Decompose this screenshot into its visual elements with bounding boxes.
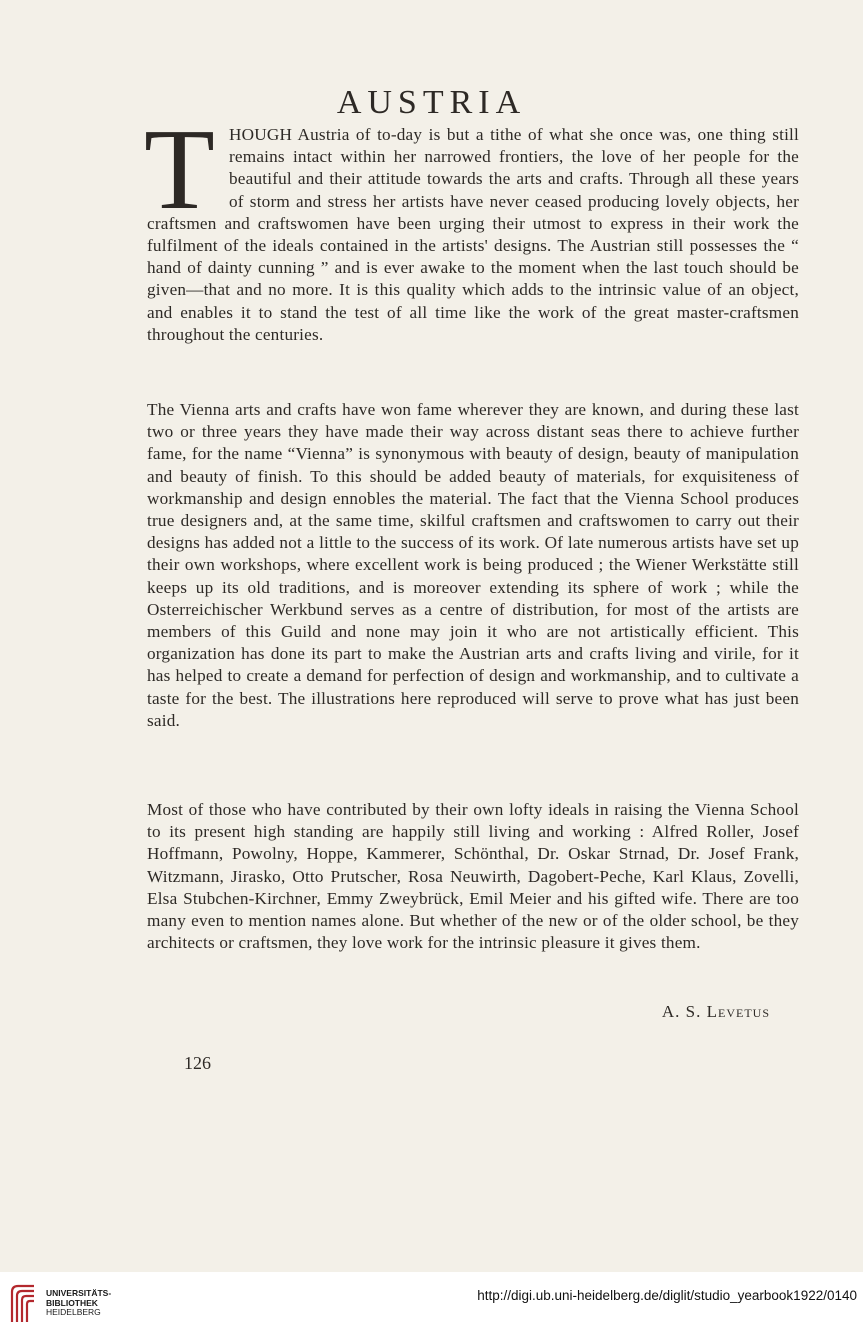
paragraph-1-text: HOUGH Austria of to-day is but a tithe of what she once was, one thing still remains intact within her narrowed frontiers, the love of her people for the beautiful and their attitude towards the arts and crafts. Through all these years of storm and stress her artists have never ceased producing lovely objects, her craftsmen and craftswomen have been urging their utmost to express in their work the fulfilment of the ideals contained in the artists' designs. The Austrian still possesses the “ hand of dainty cunning ” and is ever awake to the moment when the last touch should be given—that and no more. It is this quality which adds to the intrinsic value of an object, and enables it to stand the test of all time like the work of the great master-craftsmen throughout the centuries. — [147, 125, 799, 344]
author-signature: A. S. Levetus — [661, 1002, 770, 1021]
paragraph-2-text: The Vienna arts and crafts have won fame wherever they are known, and during these last two or three years they have made their way across distant seas there to achieve further fame, for the name “Vienna” is synonymous with beauty of design, beauty of manipulation and beauty of finish. To this should be added beauty of materials, for exquisiteness of workmanship and design ennobles the material. The fact that the Vienna School produces true designers and, at the same time, skilful craftsmen and craftswomen to carry out their designs has added not a little to the success of its work. Of late numerous artists have set up their own workshops, where excellent work is being produced ; the Wiener Werkstätte still keeps up its old traditions, and is moreover extending its sphere of work ; while the Osterreichischer Werkbund serves as a centre of distribution, for most of the artists are members of this Guild and none may join it who are not artistically efficient. This organization has done its part to make the Austrian arts and crafts living and virile, for it has helped to create a demand for perfection of design and workmanship, and to cultivate a taste for the best. The illustrations here reproduced will serve to prove what has just been said. — [147, 400, 799, 730]
library-name-line1: UNIVERSITÄTS- — [46, 1288, 112, 1298]
library-name-line3: HEIDELBERG — [46, 1307, 101, 1317]
digitization-footer — [0, 1272, 863, 1334]
drop-cap: T — [144, 106, 215, 234]
paragraph-1 — [147, 124, 799, 346]
source-url-link[interactable]: http://digi.ub.uni-heidelberg.de/diglit/studio_yearbook1922/0140 — [477, 1288, 857, 1303]
university-library-logo-icon[interactable] — [8, 1282, 38, 1324]
library-name-line2: BIBLIOTHEK — [46, 1297, 98, 1308]
article-title: AUSTRIA — [336, 84, 527, 121]
library-name — [46, 1289, 111, 1318]
paragraph-3 — [147, 799, 799, 954]
drop-cap-space — [147, 124, 229, 212]
page-number: 126 — [184, 1053, 211, 1073]
paragraph-3-text: Most of those who have contributed by their own lofty ideals in raising the Vienna School to its present high standing are happily still living and working : Alfred Roller, Josef Hoffmann, Powolny, Hoppe, Kammerer, Schönthal, Dr. Oskar Strnad, Dr. Josef Frank, Witzmann, Jirasko, Otto Prutscher, Rosa Neuwirth, Dagobert-Peche, Karl Klaus, Zovelli, Elsa Stubchen-Kirchner, Emmy Zweybrück, Emil Meier and his gifted wife. There are too many even to mention names alone. But whether of the new or of the older school, be they architects or craftsmen, they love work for the intrinsic pleasure it gives them. — [147, 800, 799, 953]
paragraph-2 — [147, 399, 799, 732]
